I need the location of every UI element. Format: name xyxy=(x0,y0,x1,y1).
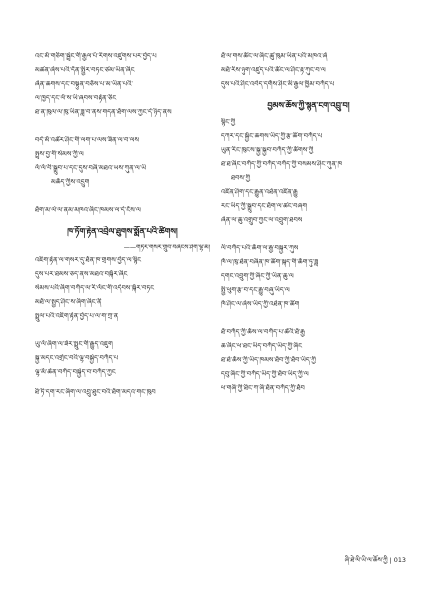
verse-line: ཐ་ཐ་ཞིང་བཀོད་ཀྱི་བཀོད་བཀོད་ཀྱི་བསམས་ཤིང་ཀུན་ཁ xyxy=(221,160,343,168)
verse-line: དུས་པའི་ཤིང་འབེད་དགོས་ཤིང་མི་རྒྱལ་ཁྱིམ་བཀོད་པ xyxy=(221,80,335,88)
verse-line: སྙིང་ཀྱི xyxy=(221,118,236,126)
poem-block-4 xyxy=(221,244,396,314)
verse-line: ཐོག་མ་ལེ་ལ་ནམ་མཁའ་ཞིང་ཁམས་ལ་དེ་ངོས་ལ xyxy=(35,206,141,214)
page-number: 013 xyxy=(393,556,406,564)
poem-block-4 xyxy=(35,340,210,382)
poem-block-1 xyxy=(221,52,396,94)
verse-line: ལི་བཀོད་པའི་ཆོག་ལ་རྒྱ་བསྐྱར་ཀུས xyxy=(221,244,299,252)
poem-title: བྱམས་ཆོས་ཀྱི་སྙན་ངག་འབྲུ་བ། xyxy=(267,100,350,110)
verse-line: ཐོ་བཀོད་ཀྱི་ཆོས་ལ་བཀོད་པ་ཚེའི་ཐོ་རྒྱ xyxy=(221,328,305,336)
poem-block-3 xyxy=(221,188,396,230)
verse-line: རང་ཡིད་ཀྱི་སྒྲུབ་དང་ཐོག་ལ་ཚང་བཞག xyxy=(221,202,308,210)
verse-line: སྤྲུལ་པའི་འཇིག་རྟེན་བྱེད་པ་ལ་ག་ཀྲ་ན xyxy=(35,312,119,320)
verse-line: ཆ་ཞིང་ཕ་ཐང་ཡིད་བཀོད་ཡིད་ཀྱི་ཞིང xyxy=(221,342,303,350)
poem-block-1 xyxy=(35,52,210,122)
verse-line: ཐབས་ཀྱི xyxy=(231,174,251,182)
poem-block-5 xyxy=(221,328,396,398)
poem-title: ཁ་ཏོག་རྟེན་འབྲེལ་ཐུགས་སྨོན་པའི་ཚིགས། xyxy=(67,226,178,236)
verse-line: ལྷ་མོ་ཆེན་བཀོད་བསྐྱེད་བ་བཀོད་ཀྱང xyxy=(35,368,116,376)
verse-line: ཞེན་ཆགས་དང་བསྟུན་བཅོས་པ་མ་ཡིན་པའི་ xyxy=(35,80,134,88)
verse-line: དཀར་དང་སྐྱོང་ཆགས་ཡིད་ཀྱི་རྩ་ཚིག་བཀོད་པ xyxy=(221,132,323,140)
verse-line: འཛིན་ཤིག་དང་རྒྱུན་འཐེན་འཛིན་རྒྱུ xyxy=(221,188,298,196)
verse-line: སྐྱ་མདང་འགྲེང་བའི་ལྷ་བསྐྱེད་བཀོད་པ xyxy=(35,354,119,362)
page-footer xyxy=(306,556,406,564)
verse-line: དུས་པར་ཐམས་ཅད་ནས་མཐའ་བསྐོར་ཞིང xyxy=(35,270,128,278)
verse-line: བདེ་མོ་འཚེར་ཤིང་གི་ལག་པ་ལས་ཟིན་ལ་བ་ལས xyxy=(35,136,140,144)
verse-line: ཐོ་ལ་གས་ཚོང་ལ་ཞིང་ཚུ་ཁུམ་ཡིན་པའི་མཁའ་ཞེ xyxy=(221,52,328,60)
verse-line: མཆོད་ཀྱིས་འདྲུག xyxy=(51,178,90,186)
poem-block-3 xyxy=(35,256,210,326)
verse-line: ཡུན་རིང་ཁུངས་སྐྱ་སྐྱབ་བཀོད་ཀྱི་ཚོགས་ཀྱི xyxy=(221,146,314,154)
left-column xyxy=(35,52,210,402)
stanza-gap xyxy=(221,230,396,244)
verse-line: ཐ་ན་ཁུལ་ལ་ཁུ་ཡིན་ཟླ་བ་ནས་གདན་ཐོག་ལས་ཀྱང་དེ་ཉིད་ནས xyxy=(35,108,172,116)
verse-line: ལ་ཁྱད་དང་ལོ་ས་ཡི་ཞབས་བརྟེན་ཅིང xyxy=(35,94,117,102)
verse-line: འང་མོ་གཅིག་སྦྲེང་གི་རྒྱལ་པོ་རིགས་འཛུགས་པར་བྱེད་པ xyxy=(35,52,157,60)
right-column xyxy=(221,52,396,398)
verse-line: ཕ་གཞི་ཀྱི་ཐིང་ཀ་ཞི་ཐོན་བཀོད་ཀྱི་ཐོབ xyxy=(221,384,305,392)
stanza-gap xyxy=(35,326,210,340)
verse-line: སྤྲས་བྱ་གི་སེམས་ཀྱི་ལ xyxy=(35,150,84,158)
poem-block-2 xyxy=(221,132,396,188)
verse-line: ཞེན་ལ་ཆུ་འགྲུབ་ཀྱང་ལ་འབྲུག་ཐབས xyxy=(221,216,303,224)
verse-line: མཐོ་ལ་སྤྱད་ཤིང་ས་ཞིག་ཞིང་ནི xyxy=(35,298,102,306)
poem-block-2 xyxy=(35,136,210,192)
verse-line: ཐ་ཐེ་ཆོས་ཀྱི་ཡིད་ཁམས་ཐོབ་ཀྱི་ཐོབ་ཡིད་ཀྱི xyxy=(221,356,316,364)
stanza-gap xyxy=(35,192,210,206)
verse-line: འཇིག་རྟེན་ལ་གསར་དུ་ཐོན་ཁ་གྲགས་བྱེད་ལ་སྙིང xyxy=(35,256,142,264)
verse-line: སྤྱི་ཕུག་རྩ་བ་དང་རྒྱུ་བཞུ་ཡིད་ལ xyxy=(221,286,290,294)
footer-separator: | xyxy=(389,556,392,564)
verse-line: ལོ་ལོ་བི་སྒྲུབ་པ་དང་དུས་བཞི་མཐའ་ཡས་ཀུན་ལ་ཡི xyxy=(35,164,147,172)
verse-line: མཐོ་རིས་ཉུག་འཛུད་པའི་ཚོང་ལ་ཤིང་རྟ་ཀུང་བ་ལ xyxy=(221,66,326,74)
running-title: ཞི་ཐེ་ལི་ཡི་ལ་ཆོས་ཀྱི xyxy=(344,556,388,564)
verse-line: ཐི་ཏི་དག་རང་ཞིག་ལ་འབྲུ་ཐུང་བའི་ཐོག་མདའ་གང་ཁུབ xyxy=(35,388,156,396)
verse-line: དབུ་ཞིང་ཀྱི་བཀོད་ཡིད་ཀྱི་ཐོབ་ཡིད་ཀྱི་ལ xyxy=(221,370,309,378)
verse-line: ཡུ་ལོ་ཞིག་ལ་ཟེར་སྤྲུང་གི་རྒྱུད་འཇུག xyxy=(35,340,113,348)
stanza-gap xyxy=(35,122,210,136)
verse-line: ཁོ་ལ་ཁུ་ཐེན་བཞིན་ཁ་ཚིག་སྐད་གི་ཆོག་ཏུ་ཟླ xyxy=(221,258,319,266)
verse-line: སེམས་པའི་ཞིག་བཀོད་ལ་རི་ལོང་གི་འདེབས་སྐོར་བཏང xyxy=(35,284,155,292)
poem-author: ——གཏེར་གསར་གྲུབ་བཞེངས་ཤིག་ལྷ་མོ། xyxy=(123,244,210,251)
verse-line: མཚན་ཞེས་པའི་དོན་སྤྱིར་བཏང་ཙམ་ཡིན་ཞིང xyxy=(35,66,135,74)
verse-line: ཁོ་ཤིང་ལ་ཞེས་ཡིད་ཀྱི་འཐེན་ཁ་ཚིག xyxy=(221,300,300,308)
verse-line: དགང་འབྲུག་ཀྱི་ཞིང་ཀྱི་ཡིན་ཆུ་ལ xyxy=(221,272,294,280)
stanza-gap xyxy=(221,314,396,328)
